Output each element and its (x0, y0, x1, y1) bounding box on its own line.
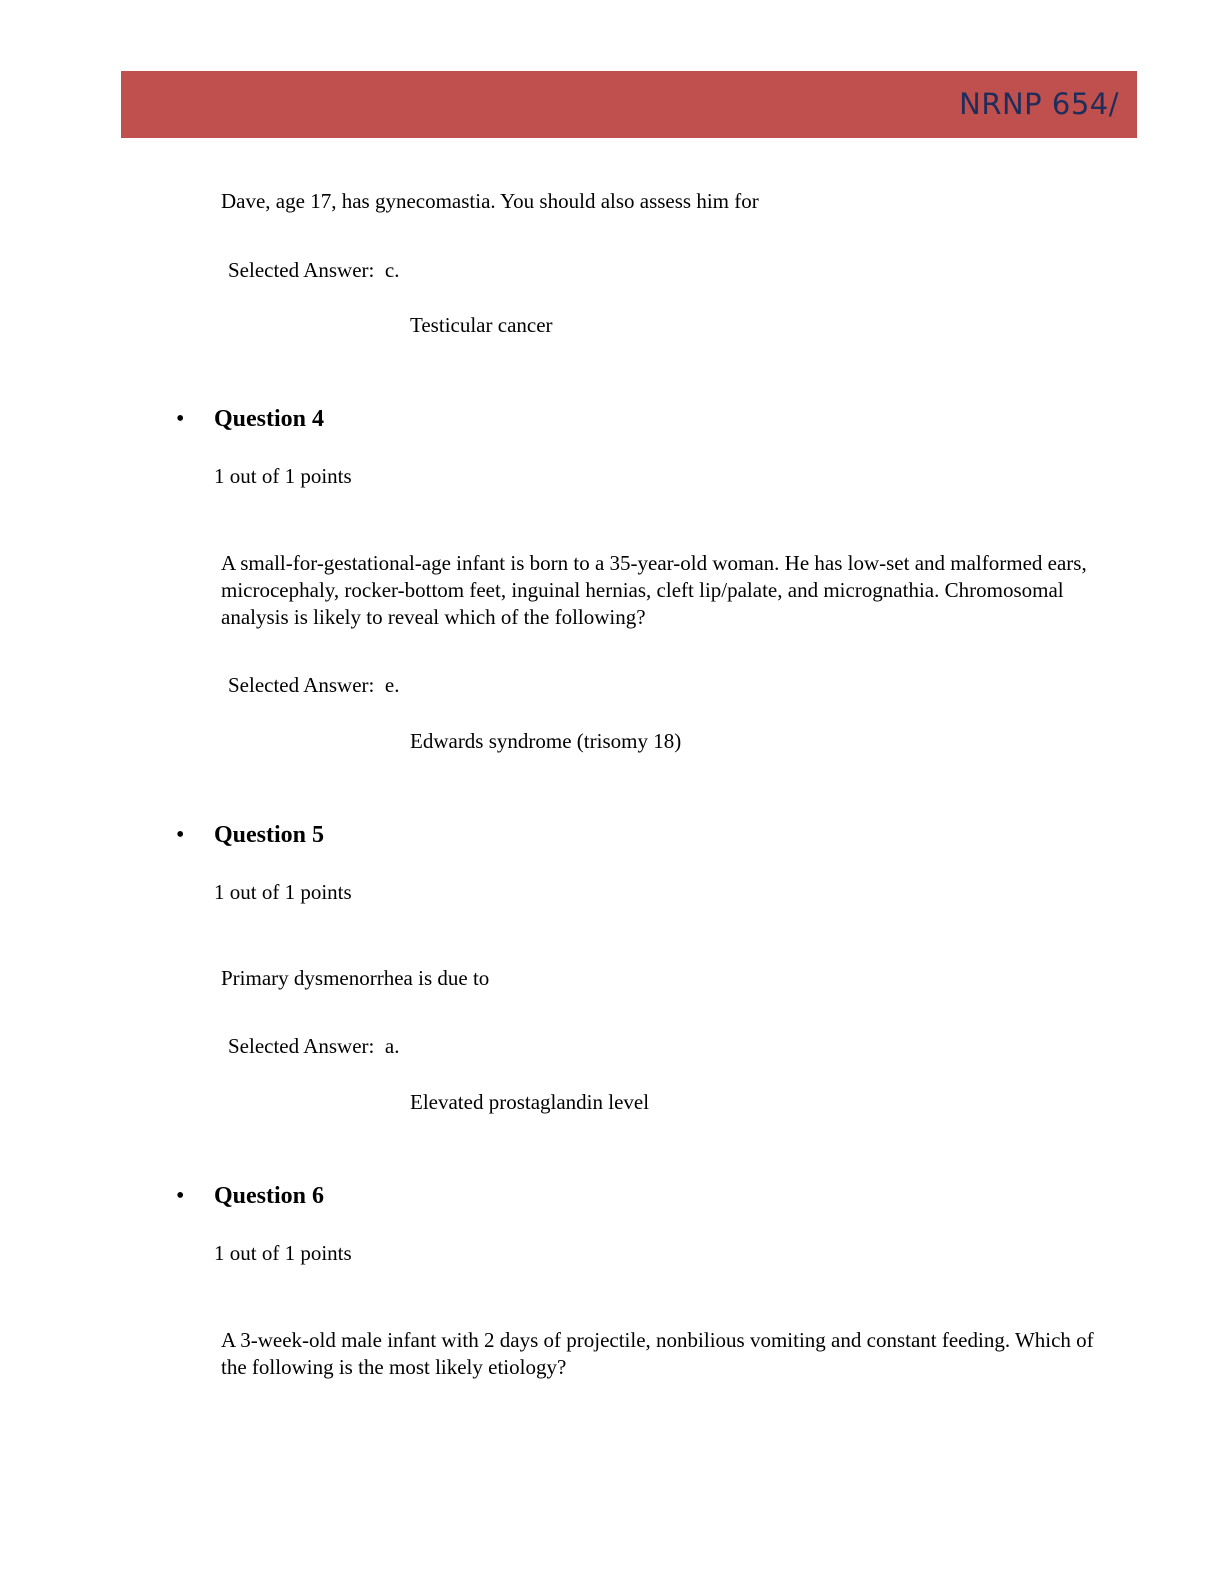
selected-answer-label: Selected Answer: (228, 258, 375, 282)
selected-answer-letter: e. (384, 673, 400, 697)
question-4-text: A small-for-gestational-age infant is born to a 35-year-old woman. He has low-set and malformed ears, microcephaly, rocker-bottom feet, inguinal hernias, cleft lip/palate, and micrognathia. Chromosomal analysis is likely to reveal which of the following? (221, 551, 1087, 629)
selected-answer-label: Selected Answer: (228, 1034, 375, 1058)
header-title: NRNP 654/ (959, 87, 1119, 121)
question-3-selected-label (228, 258, 399, 283)
question-3-answer: Testicular cancer (410, 313, 553, 337)
question-4-points: 1 out of 1 points (214, 464, 352, 488)
question-6-text: A 3-week-old male infant with 2 days of projectile, nonbilious vomiting and constant feeding. Which of the following is the most likely etiology? (221, 1328, 1094, 1379)
question-6-heading: Question 6 (214, 1183, 325, 1209)
bullet-icon: • (176, 406, 185, 432)
question-3-text: Dave, age 17, has gynecomastia. You should also assess him for (221, 189, 759, 213)
question-4-selected-label (228, 673, 399, 698)
bullet-icon: • (176, 1183, 185, 1209)
question-6-points: 1 out of 1 points (214, 1241, 352, 1265)
question-5-text: Primary dysmenorrhea is due to (221, 966, 490, 990)
selected-answer-letter: c. (384, 258, 400, 282)
question-5-heading: Question 5 (214, 822, 325, 848)
selected-answer-letter: a. (384, 1034, 400, 1058)
question-5-selected-label (228, 1034, 399, 1059)
question-4-heading: Question 4 (214, 406, 325, 432)
question-5-answer: Elevated prostaglandin level (410, 1090, 650, 1114)
question-5-points: 1 out of 1 points (214, 880, 352, 904)
selected-answer-label: Selected Answer: (228, 673, 375, 697)
header-band (121, 71, 1137, 138)
bullet-icon: • (176, 822, 185, 848)
question-4-answer: Edwards syndrome (trisomy 18) (410, 729, 682, 753)
